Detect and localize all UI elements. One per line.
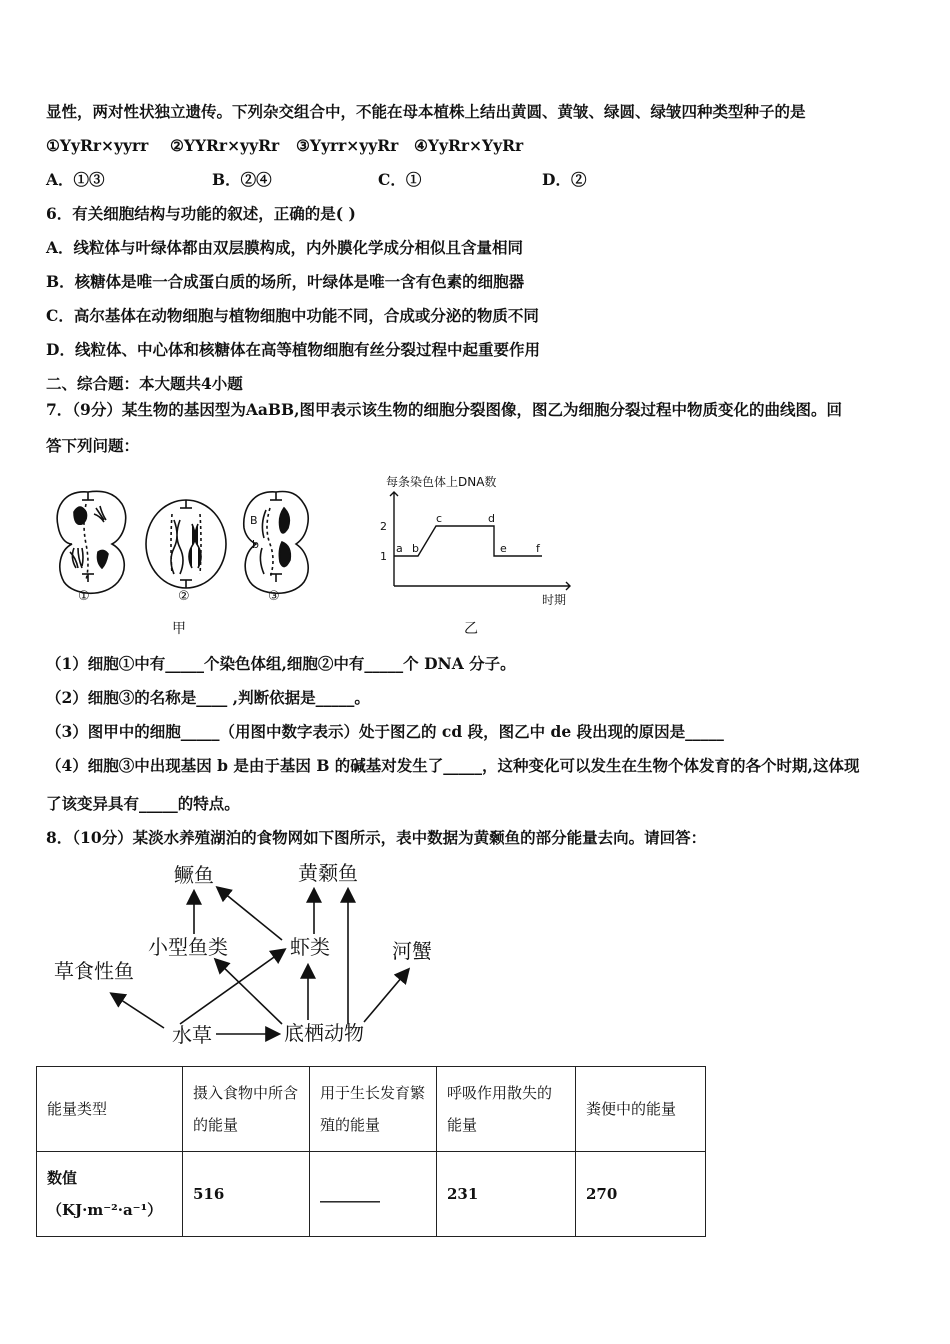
header-cell-feces: 粪便中的能量 bbox=[576, 1067, 706, 1152]
yi-ytick-1: 1 bbox=[380, 550, 387, 563]
node-huangsangyu: 黄颡鱼 bbox=[298, 861, 358, 885]
node-xialei: 虾类 bbox=[290, 935, 330, 959]
q7-sub3: （3）图甲中的细胞_____（用图中数字表示）处于图乙的 cd 段，图乙中 de 段出现的原因是_____ bbox=[46, 722, 724, 741]
node-caoshixingyu: 草食性鱼 bbox=[54, 959, 134, 983]
q6-stem: 6．有关细胞结构与功能的叙述，正确的是( ) bbox=[46, 204, 356, 223]
header-cell-type: 能量类型 bbox=[37, 1067, 183, 1152]
value-respiration: 231 bbox=[437, 1152, 576, 1237]
yi-point-f: f bbox=[536, 542, 540, 555]
q5-cross-1: ①YyRr×yyrr bbox=[46, 136, 149, 155]
node-guiyu: 鳜鱼 bbox=[174, 863, 214, 887]
yi-point-c: c bbox=[436, 512, 443, 525]
gene-label-B: B bbox=[250, 514, 258, 527]
q5-cross-3: ③Yyrr×yyRr bbox=[296, 136, 399, 155]
arrow-diqi-hexie bbox=[364, 970, 408, 1022]
node-diqidongwu: 底栖动物 bbox=[284, 1021, 364, 1045]
q6-option-b: B．核糖体是唯一合成蛋白质的场所，叶绿体是唯一含有色素的细胞器 bbox=[46, 272, 525, 291]
q5-cross-2: ②YYRr×yyRr bbox=[170, 136, 280, 155]
cell-3 bbox=[244, 492, 308, 594]
q6-option-d: D．线粒体、中心体和核糖体在高等植物细胞有丝分裂过程中起重要作用 bbox=[46, 340, 540, 359]
table-header-row bbox=[37, 1067, 706, 1152]
yi-point-a: a bbox=[396, 542, 403, 555]
cell-label-1: ① bbox=[78, 589, 90, 604]
cell-label-2: ② bbox=[178, 589, 190, 604]
header-cell-intake: 摄入食物中所含的能量 bbox=[183, 1067, 310, 1152]
yi-ytick-2: 2 bbox=[380, 520, 387, 533]
q8-stem: 8．（10分）某淡水养殖湖泊的食物网如下图所示，表中数据为黄颡鱼的部分能量去向。请回答： bbox=[46, 828, 707, 847]
q6-option-c: C．高尔基体在动物细胞与植物细胞中功能不同，合成或分泌的物质不同 bbox=[46, 306, 539, 325]
node-shuicao: 水草 bbox=[172, 1023, 212, 1047]
q5-option-b: B．②④ bbox=[212, 170, 272, 189]
q7-stem-line2: 答下列问题： bbox=[46, 436, 140, 455]
q6-option-a: A．线粒体与叶绿体都由双层膜构成，内外膜化学成分相似且含量相同 bbox=[46, 238, 524, 257]
energy-table bbox=[36, 1066, 706, 1237]
figure-yi-curve bbox=[374, 470, 584, 614]
q7-sub4-line2: 了该变异具有_____的特点。 bbox=[46, 794, 240, 813]
cell-label-3: ③ bbox=[268, 589, 280, 604]
yi-point-d: d bbox=[488, 512, 495, 525]
q5-stem: 显性，两对性状独立遗传。下列杂交组合中，不能在母本植株上结出黄圆、黄皱、绿圆、绿皱四种类型种子的是 bbox=[46, 102, 806, 121]
header-cell-respiration: 呼吸作用散失的能量 bbox=[437, 1067, 576, 1152]
figure-jia-cells bbox=[46, 478, 316, 618]
header-cell-growth: 用于生长发育繁殖的能量 bbox=[310, 1067, 437, 1152]
value-feces: 270 bbox=[576, 1152, 706, 1237]
table-value-row bbox=[37, 1152, 706, 1237]
food-web-diagram bbox=[46, 856, 446, 1052]
arrow-xia-guiyu bbox=[218, 888, 282, 940]
q5-cross-4: ④YyRr×YyRr bbox=[414, 136, 524, 155]
node-xiaoxingyulei: 小型鱼类 bbox=[148, 935, 228, 959]
figure-jia-caption: 甲 bbox=[172, 621, 186, 637]
q7-stem-line1: 7．（9分）某生物的基因型为AaBB,图甲表示该生物的细胞分裂图像，图乙为细胞分裂过程中物质变化的曲线图。回 bbox=[46, 400, 842, 419]
yi-point-e: e bbox=[500, 542, 507, 555]
figure-yi-caption: 乙 bbox=[464, 621, 478, 637]
yi-xlabel: 时期 bbox=[542, 593, 567, 607]
cell-1 bbox=[57, 491, 125, 593]
row-label-cell: 数值（KJ·m⁻²·a⁻¹） bbox=[37, 1152, 183, 1237]
q5-option-c: C．① bbox=[378, 170, 422, 189]
cell-2 bbox=[146, 500, 226, 588]
q5-option-d: D．② bbox=[542, 170, 587, 189]
arrow-shuicao-xia bbox=[180, 950, 284, 1024]
q7-sub4-line1: （4）细胞③中出现基因 b 是由于基因 B 的碱基对发生了_____，这种变化可以发生在生物个体发育的各个时期,这体现 bbox=[46, 756, 860, 775]
gene-label-b: b bbox=[252, 538, 259, 551]
node-hexie: 河蟹 bbox=[392, 939, 432, 963]
yi-point-b: b bbox=[412, 542, 419, 555]
value-intake: 516 bbox=[183, 1152, 310, 1237]
q7-sub2: （2）细胞③的名称是____ ,判断依据是_____。 bbox=[46, 688, 370, 707]
q5-option-a: A．①③ bbox=[46, 170, 105, 189]
arrow-shuicao-caoshi bbox=[112, 994, 164, 1028]
value-growth-blank: ________ bbox=[310, 1152, 437, 1237]
yi-ylabel: 每条染色体上DNA数 bbox=[386, 475, 497, 489]
q7-sub1: （1）细胞①中有_____个染色体组,细胞②中有_____个 DNA 分子。 bbox=[46, 654, 516, 673]
section-heading: 二、综合题：本大题共4小题 bbox=[46, 374, 243, 393]
